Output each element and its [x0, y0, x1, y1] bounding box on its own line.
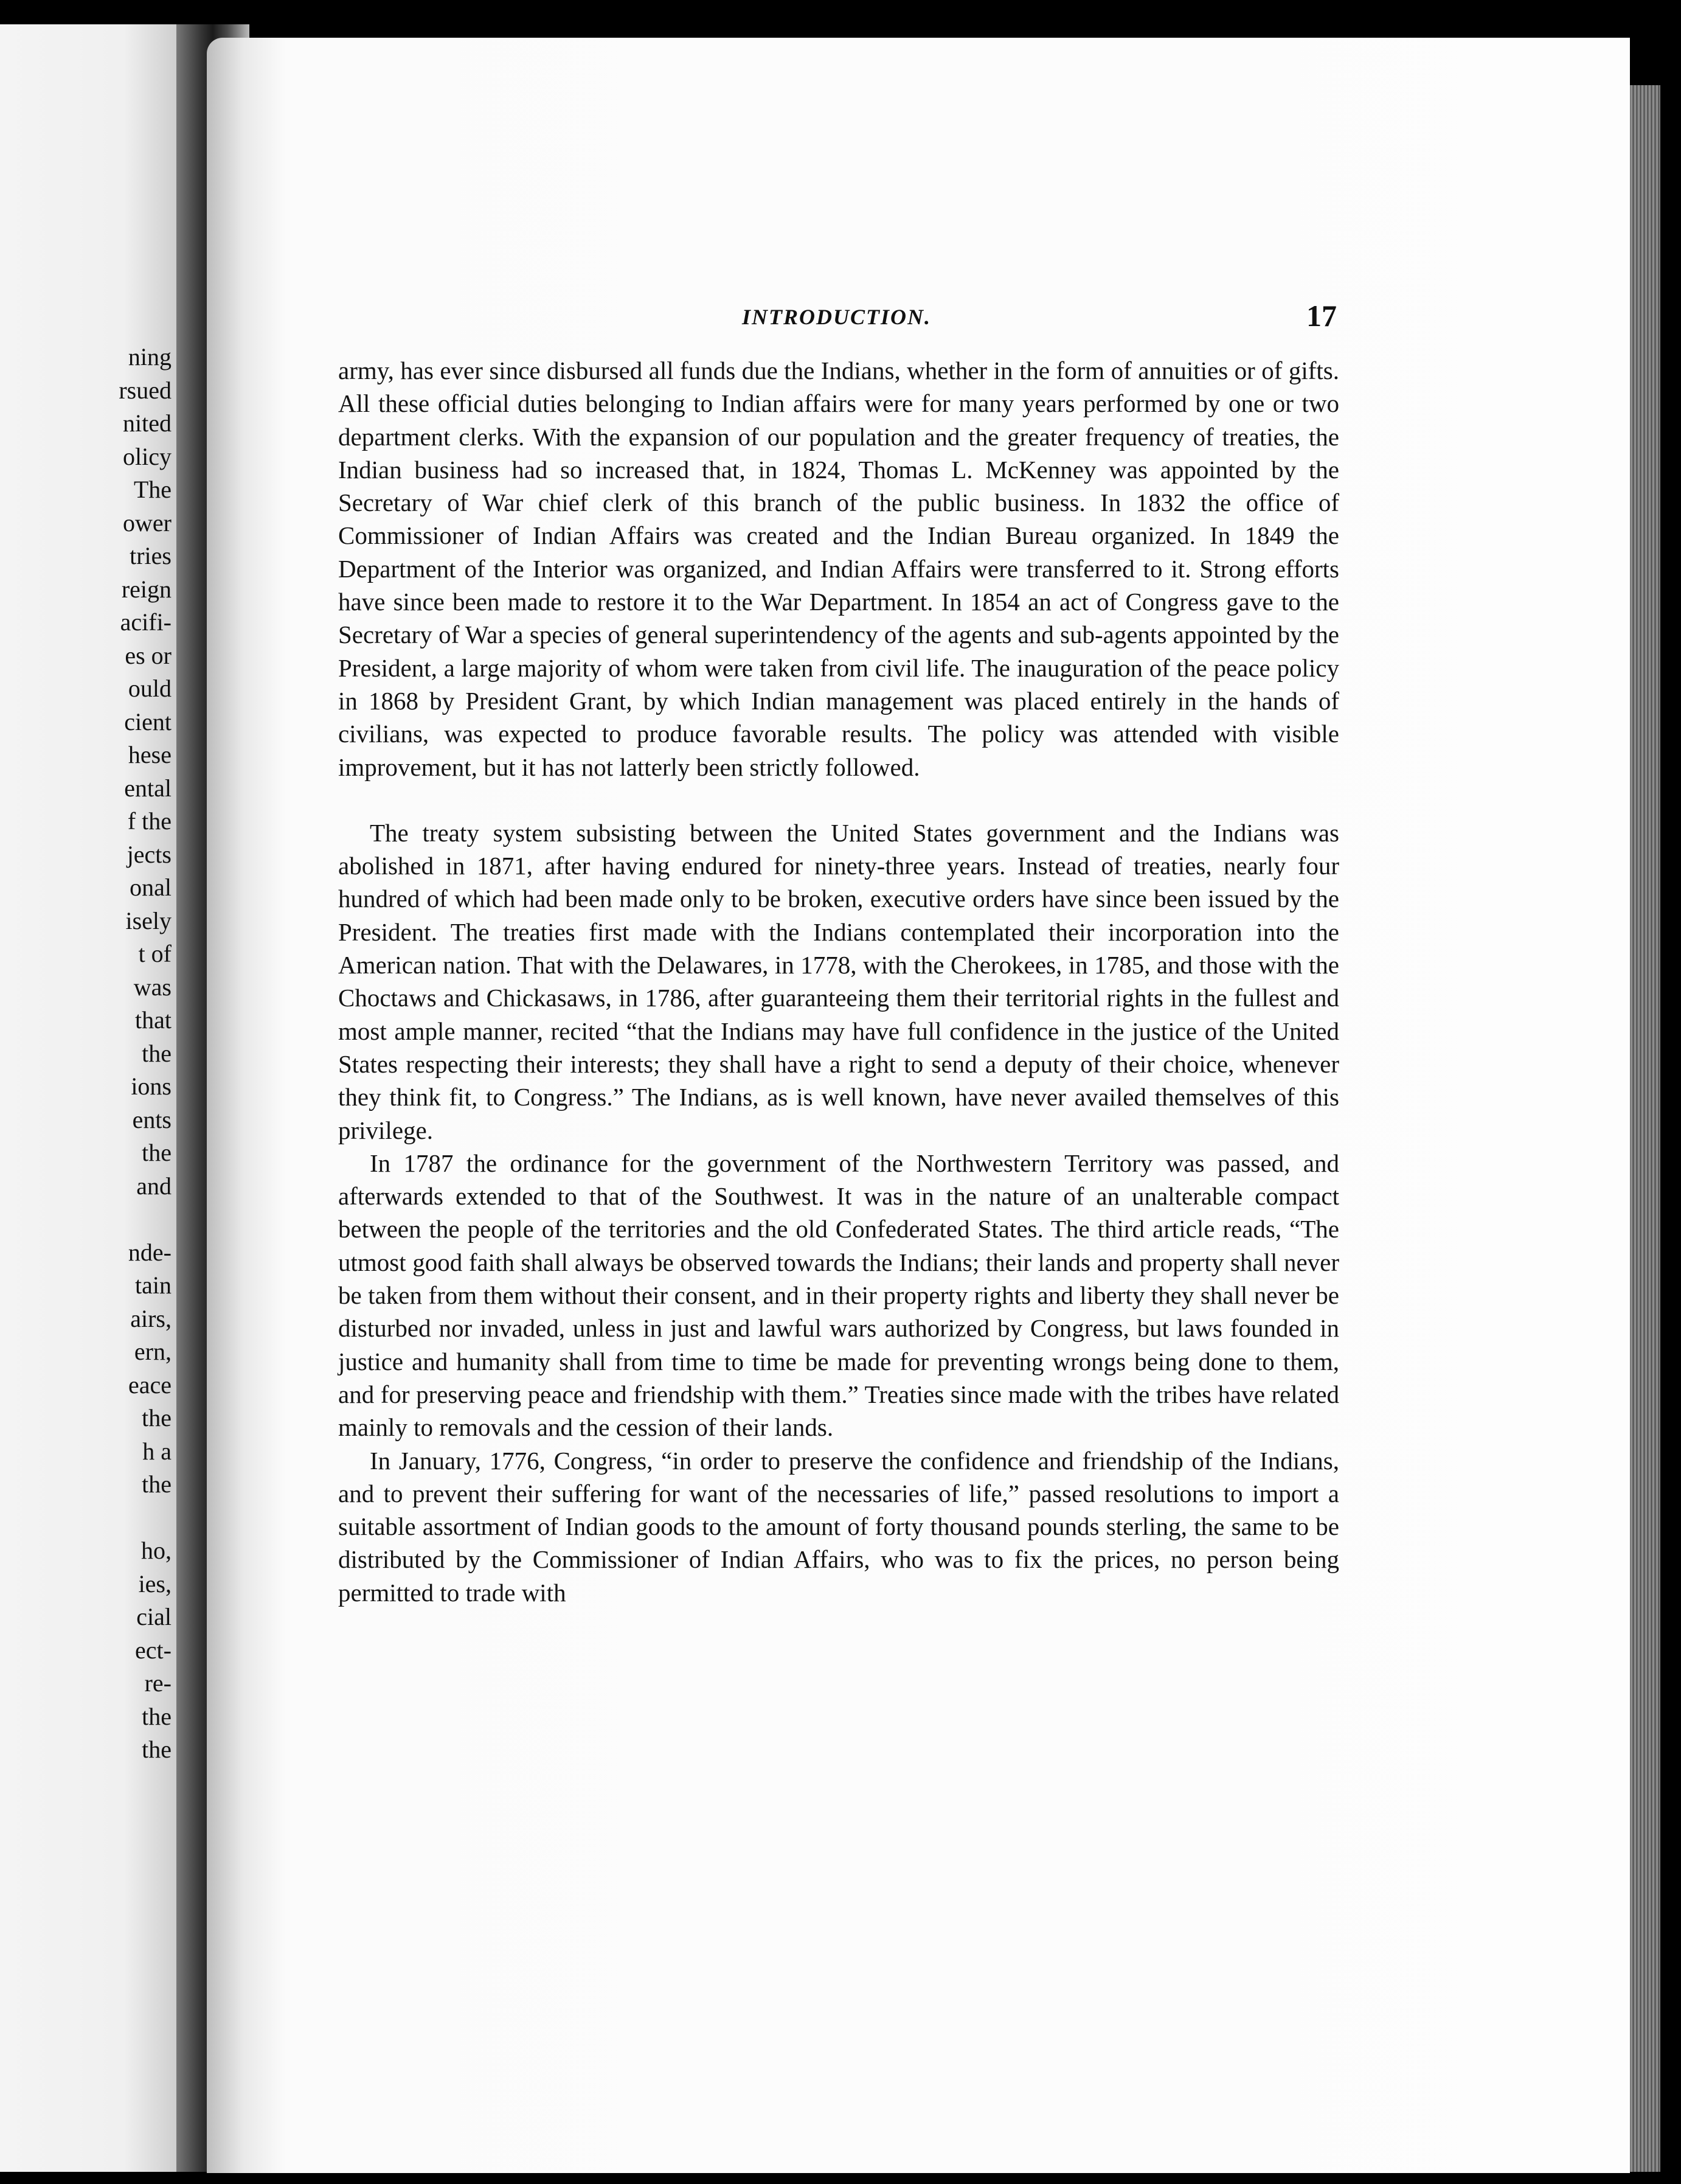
left-page-line-fragment: and — [136, 1172, 172, 1200]
left-page-line-fragment: t of — [138, 940, 172, 967]
left-page-line-fragment: re- — [144, 1669, 172, 1697]
left-page-line-fragment: nde- — [128, 1238, 172, 1266]
paragraph-3: In 1787 the ordinance for the government of the Northwestern Territory was passed, and afterwards extended to that of the Southwest. It was in the nature of an unalterable compact between the people of the territories and the old Confederated States. The third article reads, “The utmost good faith shall always be observed towards the Indians; their lands and property shall never be taken from them without their consent, and in their property rights and liberty they shall never be disturbed nor invaded, unless in just and lawful wars authorized by Congress, but laws founded in justice and humanity shall from time to time be made for preventing wrongs being done to them, and for preserving peace and friendship with them.” Treaties since made with the tribes have related mainly to removals and the cession of their lands. — [338, 1149, 1339, 1442]
page-edges — [1630, 85, 1660, 2172]
left-page-line-fragment: ning — [128, 343, 172, 370]
left-page-line-fragment: The — [133, 476, 172, 503]
left-page-line-fragment: was — [133, 973, 172, 1001]
left-page-line-fragment: airs, — [130, 1304, 172, 1332]
left-page-line-fragment: reign — [121, 575, 172, 603]
left-page-line-fragment: acifi- — [120, 608, 172, 636]
paragraph-1: army, has ever since disbursed all funds due the Indians, whether in the form of annuities or of gifts. All these official duties belonging to Indian affairs were for many years performed by one or two department clerks. With the expansion of our population and the greater frequency of treaties, the Indian business had so increased that, in 1824, Thomas L. McKenney was appointed by the Secretary of War chief clerk of this branch of the public business. In 1832 the office of Commissioner of Indian Affairs was created and the Indian Bureau organized. In 1849 the Department of the Interior was organized, and Indian Affairs were transferred to it. Strong efforts have since been made to restore it to the War Department. In 1854 an act of Congress gave to the Secretary of War a species of general superintendency of the agents and sub-agents appointed by the President, a large majority of whom were taken from civil life. The inauguration of the peace policy in 1868 by President Grant, by which Indian management was placed entirely in the hands of civilians, was expected to produce favorable results. The policy was attended with visible improvement, but it has not latterly been strictly followed. — [338, 356, 1339, 781]
left-page-line-fragment: ern, — [134, 1338, 172, 1365]
left-page-line-fragment: ents — [132, 1105, 172, 1133]
paragraph-2: The treaty system subsisting between the United States government and the Indians was abolished in 1871, after having endured for ninety-three years. Instead of treaties, nearly four hundred of which had been made only to be broken, executive orders have since been issued by the President. The treaties first made with the Indians contemplated their incorporation into the American nation. That with the Delawares, in 1778, with the Cherokees, in 1785, and those with the Choctaws and Chickasaws, in 1786, after guaranteeing them their territorial rights in the fullest and most ample manner, recited “that the Indians may have full confidence in the justice of the United States respecting their interests; they shall have a right to send a deputy of their choice, whenever they think fit, to Congress.” The Indians, as is well known, have never availed themselves of this privilege. — [338, 818, 1339, 1144]
page-body — [338, 354, 1339, 1609]
paragraph-4: In January, 1776, Congress, “in order to preserve the confidence and friendship of the Indians, and to prevent their suffering for want of the necessaries of life,” passed resolutions to import a suitable assortment of Indian goods to the amount of forty thousand pounds sterling, the same to be distributed by the Commissioner of Indian Affairs, who was to fix the prices, no person being permitted to trade with — [338, 1446, 1339, 1607]
left-page-text-fragments — [1, 341, 172, 1767]
left-page-line-fragment: ental — [124, 774, 172, 802]
left-page-line-fragment: the — [142, 1139, 172, 1166]
left-page-line-fragment: rsued — [119, 376, 172, 404]
left-page-line-fragment: f the — [127, 807, 172, 835]
left-page-line-fragment: tries — [130, 542, 172, 569]
left-page-line-fragment: the — [142, 1039, 172, 1067]
left-page-line-fragment: ower — [123, 509, 172, 537]
left-page-line-fragment: h a — [142, 1437, 172, 1465]
left-page-line-fragment: that — [135, 1006, 172, 1034]
left-page-line-fragment: ions — [131, 1073, 172, 1100]
left-page-line-fragment: onal — [130, 874, 172, 901]
left-page-line-fragment: ho, — [141, 1537, 172, 1564]
page-number: 17 — [1306, 299, 1337, 333]
left-page-line-fragment: ies, — [138, 1570, 172, 1598]
left-page-line-fragment: hese — [128, 741, 172, 768]
left-page-line-fragment: cient — [124, 708, 172, 736]
left-page-line-fragment: the — [142, 1404, 172, 1431]
left-page-line-fragment: tain — [135, 1271, 172, 1299]
left-page-line-fragment: isely — [125, 906, 172, 934]
left-page-line-fragment: cial — [136, 1603, 172, 1630]
left-page-line-fragment: the — [142, 1736, 172, 1763]
running-head: INTRODUCTION. — [742, 305, 932, 329]
left-page-line-fragment: es or — [125, 641, 172, 669]
left-page-line-fragment — [1, 1203, 172, 1236]
left-page-line-fragment: eace — [128, 1371, 172, 1399]
left-page-line-fragment: the — [142, 1702, 172, 1730]
left-page-line-fragment: olicy — [123, 442, 172, 470]
left-page-line-fragment: nited — [123, 409, 172, 437]
left-page-line-fragment: the — [142, 1470, 172, 1498]
left-page-line-fragment: ould — [128, 675, 172, 702]
left-page-line-fragment: ect- — [135, 1636, 172, 1664]
left-facing-page — [0, 24, 207, 2172]
left-page-line-fragment — [1, 1501, 172, 1535]
left-page-line-fragment: jects — [127, 840, 172, 868]
